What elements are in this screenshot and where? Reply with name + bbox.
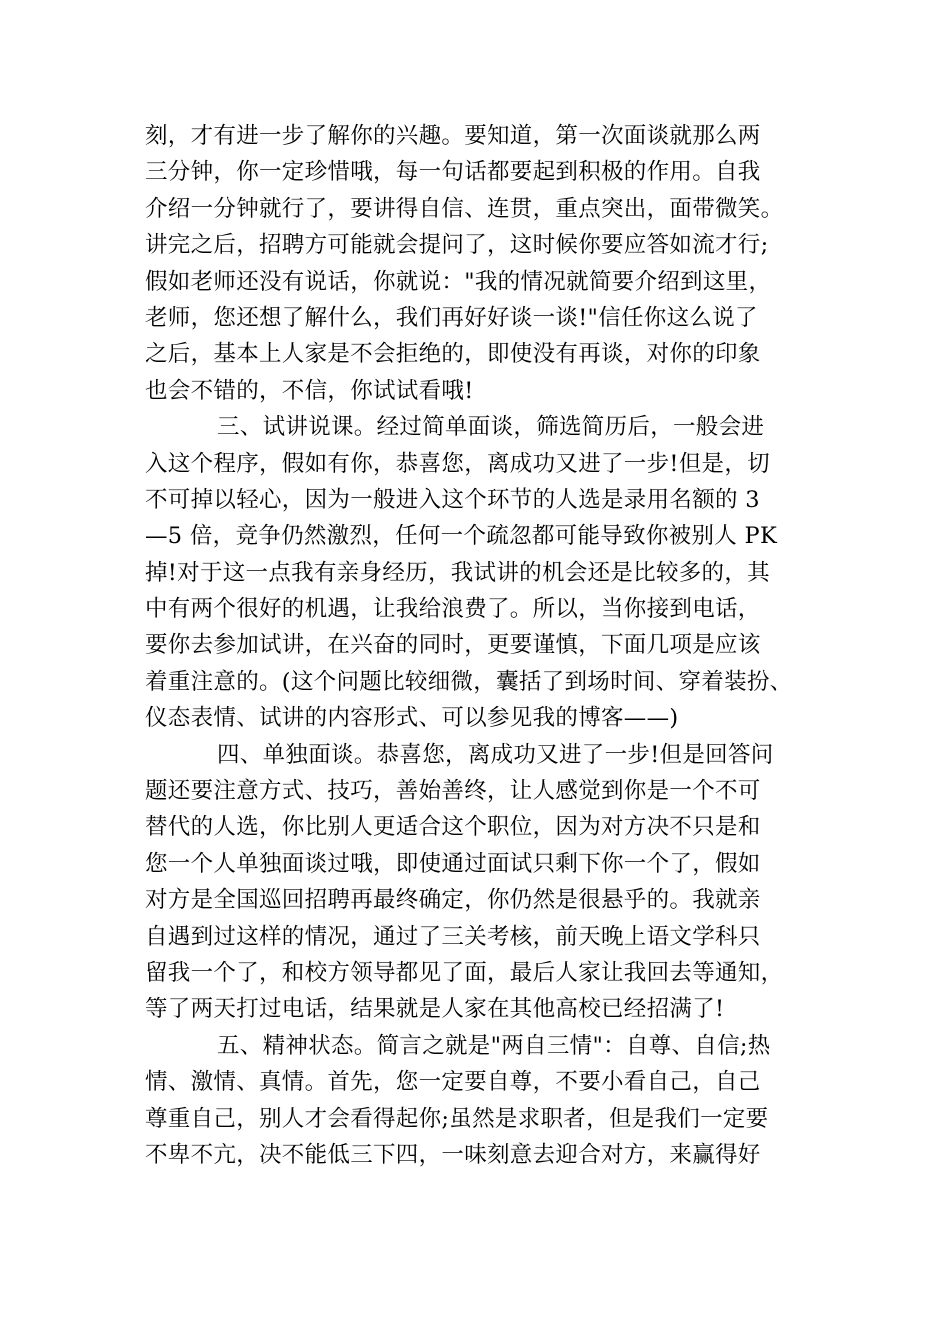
text-line: 老师，您还想了解什么，我们再好好谈一谈!"信任你这么说了 bbox=[145, 304, 758, 331]
text-line: 入这个程序，假如有你，恭喜您，离成功又进了一步!但是，切 bbox=[145, 450, 770, 477]
text-line: 三分钟，你一定珍惜哦，每一句话都要起到积极的作用。自我 bbox=[145, 159, 761, 186]
text-line: 不卑不亢，决不能低三下四，一味刻意去迎合对方，来赢得好 bbox=[145, 1141, 761, 1168]
text-line: 假如老师还没有说话，你就说："我的情况就简要介绍到这里， bbox=[145, 268, 772, 295]
text-line: 等了两天打过电话，结果就是人家在其他高校已经招满了! bbox=[145, 996, 725, 1023]
text-line: 对方是全国巡回招聘再最终确定，你仍然是很悬乎的。我就亲 bbox=[145, 887, 761, 914]
text-line: 讲完之后，招聘方可能就会提问了，这时候你要应答如流才行; bbox=[145, 232, 769, 259]
text-line: 也会不错的，不信，你试试看哦! bbox=[145, 377, 474, 404]
text-line: 之后，基本上人家是不会拒绝的，即使没有再谈，对你的印象 bbox=[145, 341, 761, 368]
text-line: 仪态表情、试讲的内容形式、可以参见我的博客——) bbox=[145, 705, 679, 732]
text-line: 介绍一分钟就行了，要讲得自信、连贯，重点突出，面带微笑。 bbox=[145, 195, 784, 222]
text-line: 不可掉以轻心，因为一般进入这个环节的人选是录用名额的 3 bbox=[145, 486, 760, 513]
text-line: 您一个人单独面谈过哦，即使通过面试只剩下你一个了，假如 bbox=[145, 850, 761, 877]
text-line: 着重注意的。(这个问题比较细微，囊括了到场时间、穿着装扮、 bbox=[145, 668, 793, 695]
paragraph-start-line: 五、精神状态。简言之就是"两自三情"：自尊、自信;热 bbox=[217, 1032, 771, 1059]
document-body bbox=[145, 118, 825, 1173]
text-line: 刻，才有进一步了解你的兴趣。要知道，第一次面谈就那么两 bbox=[145, 123, 761, 149]
paragraph-start-line: 三、试讲说课。经过简单面谈，筛选简历后，一般会进 bbox=[217, 414, 765, 441]
text-line: 尊重自己，别人才会看得起你;虽然是求职者，但是我们一定要 bbox=[145, 1105, 769, 1132]
text-line: 替代的人选，你比别人更适合这个职位，因为对方决不只是和 bbox=[145, 814, 761, 841]
text-line: 题还要注意方式、技巧，善始善终，让人感觉到你是一个不可 bbox=[145, 778, 761, 805]
text-line: —5 倍，竞争仍然激烈，任何一个疏忽都可能导致你被别人 PK bbox=[145, 523, 778, 550]
text-line: 留我一个了，和校方领导都见了面，最后人家让我回去等通知， bbox=[145, 959, 784, 986]
paragraph-start-line: 四、单独面谈。恭喜您，离成功又进了一步!但是回答问 bbox=[217, 741, 774, 768]
text-line: 要你去参加试讲，在兴奋的同时，更要谨慎，下面几项是应该 bbox=[145, 632, 761, 659]
text-line: 掉!对于这一点我有亲身经历，我试讲的机会还是比较多的，其 bbox=[145, 559, 770, 586]
text-line: 中有两个很好的机遇，让我给浪费了。所以，当你接到电话， bbox=[145, 596, 761, 623]
text-line: 情、激情、真情。首先，您一定要自尊，不要小看自己，自己 bbox=[145, 1069, 761, 1096]
text-line: 自遇到过这样的情况，通过了三关考核，前天晚上语文学科只 bbox=[145, 923, 761, 950]
